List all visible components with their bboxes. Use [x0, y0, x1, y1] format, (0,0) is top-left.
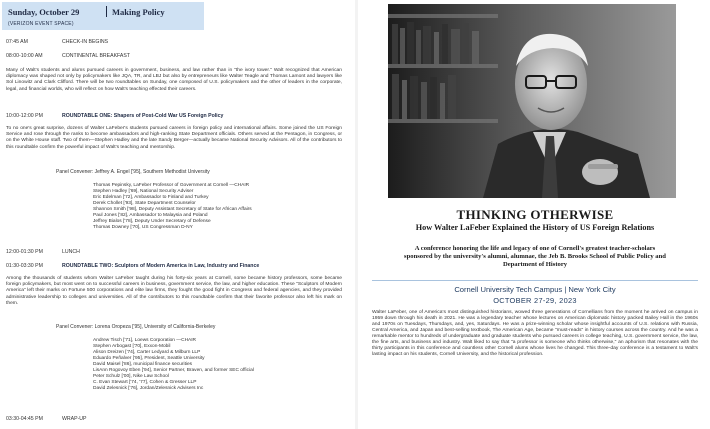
schedule-time: 12:00-01:30 PM	[6, 249, 43, 255]
panelist: LisAnn Rogovoy Eben ['94], Senior Partner, Braven, and former SEC official	[93, 368, 254, 373]
panelist: Alison Dreizen ['74], Carter Ledyard & Milburn LLP	[93, 350, 201, 355]
panelist: Stephen Arbogast ['70], Exxon-Mobil	[93, 344, 171, 349]
conference-dates: OCTOBER 27-29, 2023	[493, 296, 577, 305]
panelist: David Zelesnick ['76], Jordan/Zelesnick Advisers Inc	[93, 386, 204, 391]
panelist: Eric Edelman ['72], Ambassador to Finland and Turkey	[93, 195, 209, 200]
schedule-event: WRAP-UP	[62, 416, 87, 422]
panelist: Andrew Tisch ['71], Loews Corporation —CHAIR	[93, 338, 197, 343]
intro-paragraph: Many of Walt's students and alums pursued careers in government, business, and law rather than in "the ivory tower." Walt recognized that American diplomacy was shaped not only by policymakers like JQA, TR, and LBJ but also by entrepreneurs like Walter Teagle and Thomas Lamont and lawyers like Sol Linowitz and Clark Clifford. There will be two roundtables on Sunday, one composed of U.S. policymakers and the other of leaders in the corporate, legal, and financial worlds, who will reflect on how Walt's teaching effected their careers.	[6, 68, 342, 92]
panelist: Stephen Hadley ['69], National Security Adviser	[93, 189, 194, 194]
panelist: C. Evan Stewart ['74, '77], Cohen & Gresser LLP	[93, 380, 197, 385]
roundtable-two-description: Among the thousands of students whom Walter LaFeber taught during his forty-six years at Cornell, some became history professors, some became foreign policymakers, but most went on to successful careers in business, government service, the law, and higher education. These "Sculptors of Modern America" left their marks on Fortune 500 corporations and elite law firms, they fought the good fight in Congress and federal agencies, and they provided administrative leadership to colleges and universities. All of the contributors to this roundtable confirm that their favorite professor also left his mark on them.	[6, 276, 342, 306]
schedule-time: 10:00-12:00 PM	[6, 113, 43, 119]
conference-tagline: A conference honoring the life and legacy of one of Cornell's greatest teacher-scholars sponsored by the university's alumni, alumnae, the Jeb B. Brooks School of Public Policy and Department of History	[404, 245, 666, 268]
panel-convener: Panel Convener: Lorena Oropeza ['95], University of California-Berkeley	[56, 324, 216, 330]
panelist: Derek Chollet ['93], State Department Counselor	[93, 201, 196, 206]
day-header	[2, 2, 204, 30]
panelist: Shannon Smith ['98], Deputy Assistant Secretary of State for African Affairs	[93, 207, 252, 212]
schedule-time: 03:30-04:45 PM	[6, 416, 43, 422]
panelist: Jeffrey Bialos ['78], Deputy Under Secretary of Defense	[93, 219, 211, 224]
schedule-time: 01:30-03:30 PM	[6, 263, 43, 269]
panelist: Eduardo Peñalver ['95], President, Seattle University	[93, 356, 205, 361]
panelist: Thomas Pepinsky, LaFeber Professor of Government at Cornell —CHAIR	[93, 183, 250, 188]
page-spine	[355, 0, 358, 429]
venue-label: (VERIZON EVENT SPACE)	[8, 21, 74, 27]
panelist: Paul Jones ['82], Ambassador to Malaysia and Poland	[93, 213, 208, 218]
cover-page	[360, 0, 710, 429]
conference-subtitle: How Walter LaFeber Explained the History of US Foreign Relations	[415, 223, 655, 232]
panelist: David Maisel ['86], municipal finance securities	[93, 362, 193, 367]
panelist: Peter Schulz ['00], Nike Law School	[93, 374, 169, 379]
panelist: Thomas Downey ['70], US Congressman D-NY	[93, 225, 193, 230]
portrait-illustration	[388, 4, 676, 198]
panel-convener: Panel Convener: Jeffrey A. Engel ['95], Southern Methodist University	[56, 169, 210, 175]
portrait-photo	[388, 4, 676, 198]
roundtable-one-description: To no one's great surprise, dozens of Walter LaFeber's students pursued careers in foreign policy and international affairs. Some joined the US Foreign Service and rose through the ranks to become ambassadors and high-ranking State Department officials. Others served at the Pentagon, in Congress, or on the White House staff. Two of them—Stephen Hadley and the late Sandy Berger—actually became National Security Advisors. All of the contributors to this roundtable confirm the powerful impact of Walt's teaching and mentorship.	[6, 126, 342, 150]
roundtable-one-title: ROUNDTABLE ONE: Shapers of Post-Cold War US Foreign Policy	[62, 113, 224, 119]
roundtable-two-title: ROUNDTABLE TWO: Sculptors of Modern America in Law, Industry and Finance	[62, 263, 260, 269]
header-divider	[106, 6, 107, 17]
schedule-event: CONTINENTAL BREAKFAST	[62, 53, 131, 59]
schedule-event: CHECK-IN BEGINS	[62, 39, 109, 45]
schedule-time: 08:00-10:00 AM	[6, 53, 43, 59]
conference-title: THINKING OTHERWISE	[456, 207, 614, 222]
schedule-event: LUNCH	[62, 249, 80, 255]
biography-paragraph: Walter LaFeber, one of America's most distinguished historians, wowed three generations of Cornellians from the moment he arrived on campus in 1959 down through his death in 2021. He was a legendary teacher whose lectures on American diplomatic history packed Bailey Hall in the 1960s and 1970s on Tuesdays, Thursdays, and, yes, Saturdays. He was a prize-winning scholar whose insightful accounts of U.S. relations with Russia, Central America, and Japan and best-selling textbook, The American Age, became "must-reads" in history courses across the country. And he was a remarkable mentor to hundreds of undergraduate and graduate students who pursued careers in college teaching, U.S. government service, the law, the fine arts, and business and industry. Walt liked to say that "a professor is someone who thinks otherwise," an aphorism that resonates with the thirty participants in this conference and countless other Cornell alums whose lives he changed. This three-day conference is a testament to Walt's lasting impact on his students, Cornell University, and the historical profession.	[372, 310, 698, 358]
schedule-time: 07:45 AM	[6, 39, 28, 45]
day-label: Sunday, October 29	[8, 7, 80, 17]
panel-list	[93, 183, 252, 231]
program-page	[0, 0, 352, 429]
divider	[372, 280, 698, 281]
day-theme: Making Policy	[112, 7, 165, 17]
venue-location: Cornell University Tech Campus | New York City	[454, 285, 616, 294]
panel-list	[93, 338, 254, 392]
